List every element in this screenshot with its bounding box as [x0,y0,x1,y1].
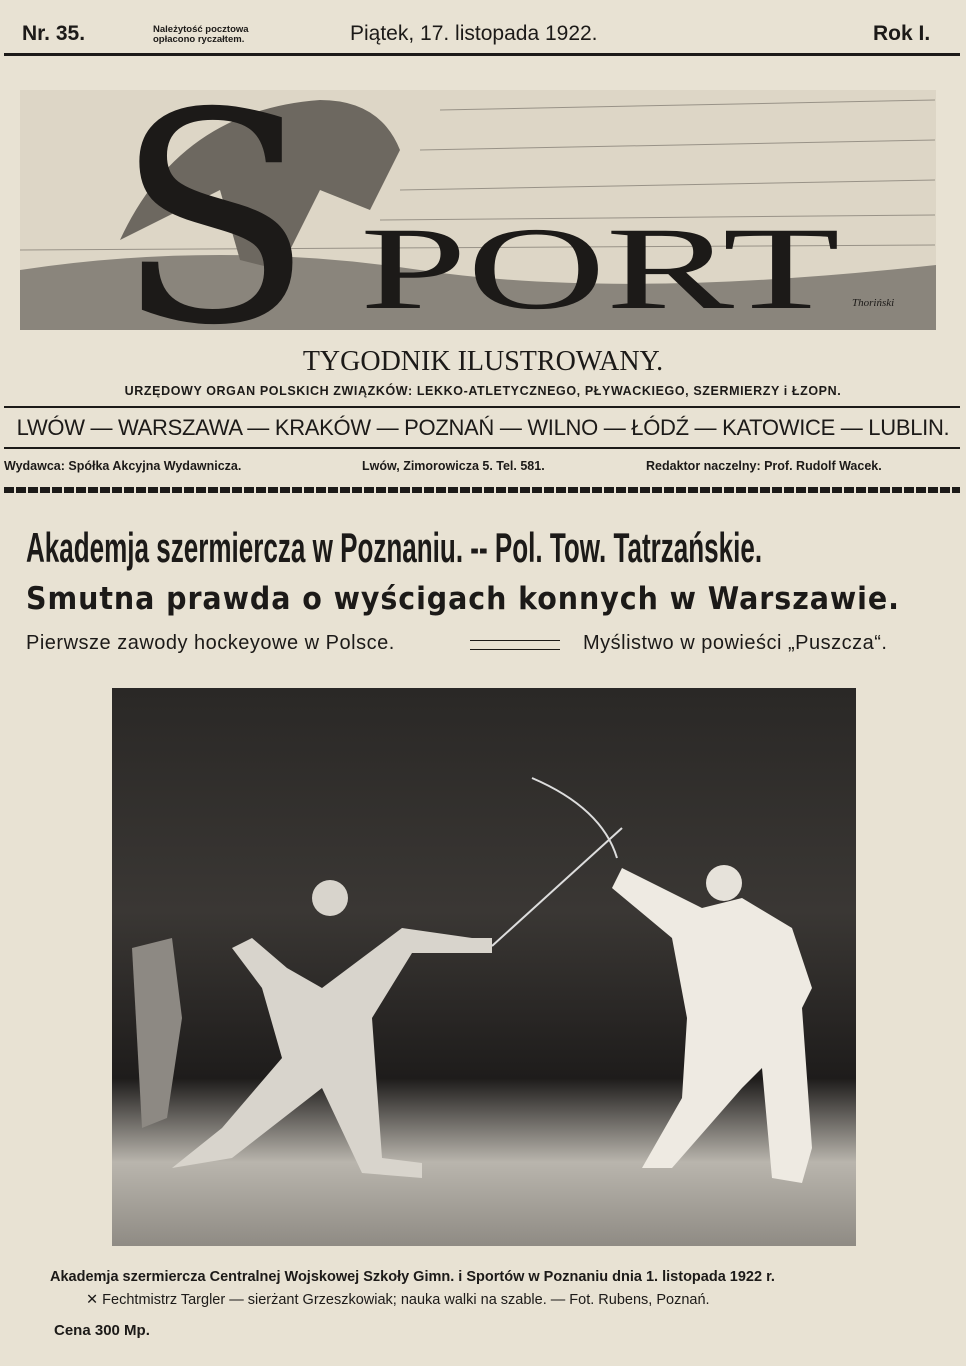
headline-1 [26,524,966,572]
publisher: Wydawca: Spółka Akcyjna Wydawnicza. [4,459,242,473]
artist-signature: Thoriński [852,297,895,309]
headline-3-left: Pierwsze zawody hockeyowe w Polsce. [26,632,395,654]
separator [470,640,560,650]
official-organ: URZĘDOWY ORGAN POLSKICH ZWIĄZKÓW: LEKKO-ATLETYCZNEGO, PŁYWACKIEGO, SZERMIERZY i ŁZOPN. [124,384,842,398]
fencer-left-head [312,880,348,916]
headline-3-right: Myślistwo w powieści „Puszcza“. [583,632,888,654]
cities: LWÓW — WARSZAWA — KRAKÓW — POZNAŃ — WILNO — ŁÓDŹ — KATOWICE — LUBLIN. [16,415,950,440]
price: Cena 300 Mp. [54,1322,150,1339]
issue-number: Nr. 35. [22,22,86,45]
photo-caption: Akademja szermiercza Centralnej Wojskowej Szkoły Gimn. i Sportów w Poznaniu dnia 1. listopada 1922 r. [50,1269,775,1285]
photo-credit: ✕ Fechtmistrz Targler — sierżant Grzeszkowiak; nauka walki na szable. — Fot. Rubens, Poznań. [86,1292,710,1308]
year-volume: Rok I. [873,22,931,45]
headline-2 [26,581,966,617]
issue-date: Piątek, 17. listopada 1922. [350,22,598,45]
rule [4,447,960,449]
masthead-illustration [20,70,936,332]
masthead-initial: S [115,70,314,332]
headline-2-text: Smutna prawda o wyścigach konnych w Warszawie. [26,581,900,617]
editor: Redaktor naczelny: Prof. Rudolf Wacek. [646,459,882,473]
spectator [132,938,182,1128]
fencer-left [172,928,492,1178]
decorative-rule [4,487,960,493]
rule [4,406,960,408]
fencer-right [612,868,812,1183]
header-rule [4,53,960,56]
postal-note-line1: Należytość pocztowa [153,24,249,35]
fencing-photo [112,688,856,1246]
address: Lwów, Zimorowicza 5. Tel. 581. [362,459,545,473]
sabre-right [532,778,617,858]
fencer-right-head [706,865,742,901]
headline-1-text: Akademja szermiercza w Poznaniu. -- Pol. Tow. Tatrzańskie. [26,524,763,571]
masthead-title: PORT [360,203,840,332]
fencers-illustration [112,688,856,1246]
postal-note-line2: opłacono ryczałtem. [153,34,245,45]
subtitle: TYGODNIK ILUSTROWANY. [302,346,664,377]
sabre-left [492,828,622,946]
postal-note [153,25,249,45]
